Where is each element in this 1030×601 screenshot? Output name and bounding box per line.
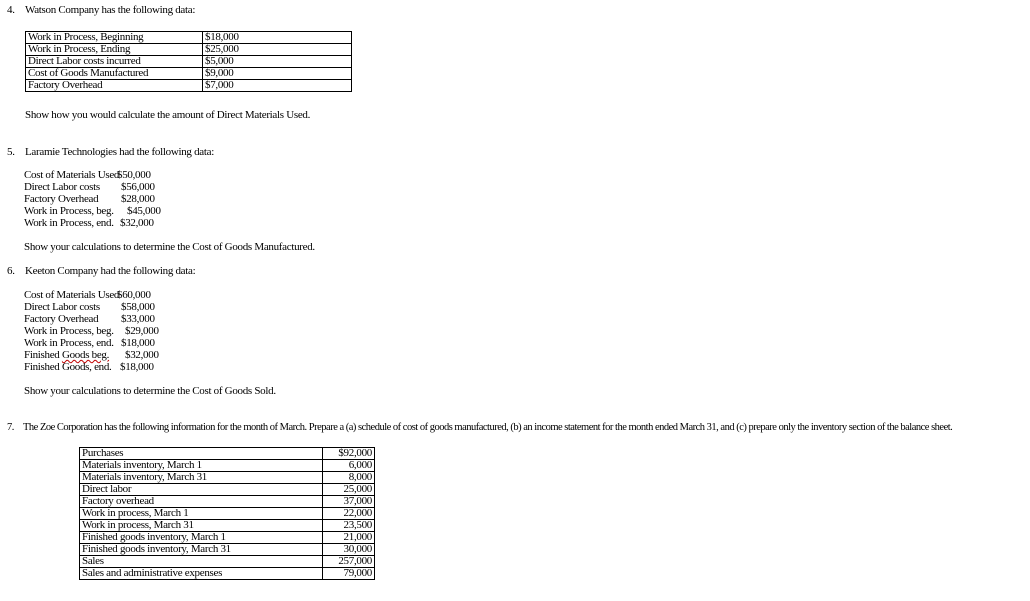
- q7-value: 21,000: [323, 532, 375, 544]
- q7-label: Purchases: [80, 448, 323, 460]
- q6-label: Direct Labor costs: [24, 301, 100, 313]
- q6-value: $29,000: [125, 325, 159, 337]
- q6-prompt: Keeton Company had the following data:: [25, 265, 196, 277]
- q4-instruction: Show how you would calculate the amount of Direct Materials Used.: [25, 109, 311, 121]
- q6-value: $33,000: [121, 313, 155, 325]
- q6-label: Work in Process, end.: [24, 337, 114, 349]
- q4-value: $5,000: [203, 56, 352, 68]
- q7-value: $92,000: [323, 448, 375, 460]
- list-item: [24, 217, 174, 229]
- q6-label: Work in Process, beg.: [24, 325, 114, 337]
- q7-label: Materials inventory, March 1: [80, 460, 323, 472]
- q7-value: 25,000: [323, 484, 375, 496]
- table-row: [80, 568, 375, 580]
- q6-data-list: [24, 289, 174, 373]
- q4-prompt: Watson Company has the following data:: [25, 4, 196, 16]
- q6-label-part: Finished: [24, 349, 62, 361]
- table-row: [80, 544, 375, 556]
- q7-label: Finished goods inventory, March 31: [80, 544, 323, 556]
- q7-value: 37,000: [323, 496, 375, 508]
- q4-number: 4.: [7, 4, 15, 16]
- q4-label: Work in Process, Beginning: [26, 32, 203, 44]
- list-item: [24, 193, 174, 205]
- table-row: [80, 460, 375, 472]
- q7-value: 79,000: [323, 568, 375, 580]
- q7-label: Work in process, March 1: [80, 508, 323, 520]
- q6-number: 6.: [7, 265, 15, 277]
- q4-label: Factory Overhead: [26, 80, 203, 92]
- table-row: [26, 44, 352, 56]
- q6-heading: [7, 265, 195, 277]
- q7-label: Sales: [80, 556, 323, 568]
- q5-label: Work in Process, beg.: [24, 205, 114, 217]
- q7-label: Direct labor: [80, 484, 323, 496]
- q5-value: $45,000: [127, 205, 161, 217]
- q5-instruction: Show your calculations to determine the Cost of Goods Manufactured.: [24, 241, 315, 253]
- table-row: [80, 472, 375, 484]
- q4-label: Work in Process, Ending: [26, 44, 203, 56]
- q6-value: $18,000: [120, 361, 154, 373]
- q6-label: Cost of Materials Used: [24, 289, 120, 301]
- q7-value: 8,000: [323, 472, 375, 484]
- list-item: [24, 361, 174, 373]
- q5-label: Direct Labor costs: [24, 181, 100, 193]
- q4-value: $25,000: [203, 44, 352, 56]
- table-row: [80, 448, 375, 460]
- q6-value: $60,000: [117, 289, 151, 301]
- q7-label: Sales and administrative expenses: [80, 568, 323, 580]
- q7-data-table: [79, 447, 375, 580]
- q7-prompt: The Zoe Corporation has the following information for the month of March. Prepare a (a) schedule of cost of goods manufactured, (b) an income statement for the month ended March 31, and (c) prepare only the inventory section of the balance sheet.: [23, 422, 953, 433]
- table-row: [80, 484, 375, 496]
- table-row: [80, 556, 375, 568]
- q6-instruction: Show your calculations to determine the Cost of Goods Sold.: [24, 385, 276, 397]
- q6-label: Finished Goods, end.: [24, 361, 112, 373]
- q6-label: Factory Overhead: [24, 313, 99, 325]
- q5-value: $32,000: [120, 217, 154, 229]
- q4-label: Cost of Goods Manufactured: [26, 68, 203, 80]
- q5-value: $56,000: [121, 181, 155, 193]
- q6-value: $58,000: [121, 301, 155, 313]
- q7-label: Work in process, March 31: [80, 520, 323, 532]
- q5-data-list: [24, 169, 174, 229]
- q7-value: 22,000: [323, 508, 375, 520]
- q7-label: Materials inventory, March 31: [80, 472, 323, 484]
- list-item: [24, 289, 174, 301]
- q4-heading: [7, 4, 195, 16]
- q5-prompt: Laramie Technologies had the following data:: [25, 146, 214, 158]
- list-item: [24, 181, 174, 193]
- table-row: [80, 520, 375, 532]
- q7-value: 23,500: [323, 520, 375, 532]
- list-item: [24, 301, 174, 313]
- table-row: [26, 32, 352, 44]
- q7-value: 6,000: [323, 460, 375, 472]
- list-item: [24, 349, 174, 361]
- table-row: [26, 80, 352, 92]
- table-row: [80, 496, 375, 508]
- q7-heading: [7, 422, 952, 433]
- list-item: [24, 337, 174, 349]
- table-row: [26, 68, 352, 80]
- list-item: [24, 205, 174, 217]
- list-item: [24, 169, 174, 181]
- q4-value: $18,000: [203, 32, 352, 44]
- q5-label: Cost of Materials Used: [24, 169, 120, 181]
- table-row: [80, 532, 375, 544]
- table-row: [26, 56, 352, 68]
- q7-label: Factory overhead: [80, 496, 323, 508]
- spellcheck-marked-text: Goods beg.: [61, 349, 110, 361]
- q4-label: Direct Labor costs incurred: [26, 56, 203, 68]
- q5-label: Work in Process, end.: [24, 217, 114, 229]
- q7-number: 7.: [7, 422, 14, 433]
- q4-value: $7,000: [203, 80, 352, 92]
- q5-heading: [7, 146, 214, 158]
- table-row: [80, 508, 375, 520]
- list-item: [24, 313, 174, 325]
- q5-value: $28,000: [121, 193, 155, 205]
- q7-label: Finished goods inventory, March 1: [80, 532, 323, 544]
- list-item: [24, 325, 174, 337]
- q6-value: $18,000: [121, 337, 155, 349]
- q5-number: 5.: [7, 146, 15, 158]
- q7-value: 257,000: [323, 556, 375, 568]
- q5-value: $50,000: [117, 169, 151, 181]
- q6-label: [24, 349, 109, 361]
- q4-data-table: [25, 31, 352, 92]
- q4-value: $9,000: [203, 68, 352, 80]
- q5-label: Factory Overhead: [24, 193, 99, 205]
- q6-value: $32,000: [125, 349, 159, 361]
- q7-value: 30,000: [323, 544, 375, 556]
